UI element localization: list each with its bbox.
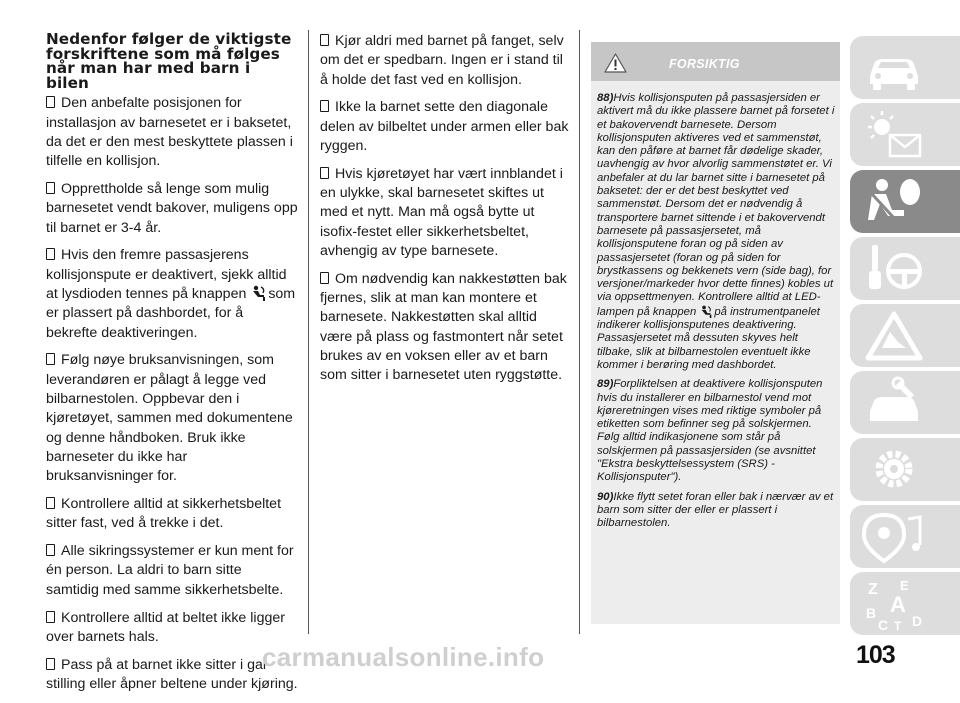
rule-paragraph: Kontrollere alltid at beltet ikke ligger over barnets hals. [46,609,285,645]
checkbox-bullet-icon [320,167,329,179]
svg-text:A: A [890,592,906,617]
checkbox-bullet-icon [46,611,55,623]
rule-paragraph: Følg nøye bruksanvisningen, som leverandøren er pålagt å legge ved bilbarnestolen. Oppbevar den i kjøretøyet, sammen med dokumentene og denne håndboken. Bruk ikke barneseter du ikke har bruksanvisninger for. [46,352,293,485]
car-icon [860,40,928,95]
caution-header [591,42,840,81]
caution-body [591,81,840,531]
checkbox-bullet-icon [320,100,329,112]
checkbox-bullet-icon [320,272,329,284]
warning-triangle-icon [604,53,627,73]
checkbox-bullet-icon [46,182,55,194]
tab-technical-data[interactable] [850,438,960,501]
caution-title: FORSIKTIG [669,57,740,71]
svg-text:T: T [894,619,902,633]
rule-paragraph: Ikke la barnet sette den diagonale delen av bilbeltet under armen eller bak ryggen. [320,99,569,154]
rule-paragraph: Kjør aldri med barnet på fanget, selv om det er spedbarn. Ingen er i stand til å holde det fast ved en kollisjon. [320,33,564,88]
passenger-airbag-off-icon [250,285,268,301]
page-number: 103 [856,641,895,669]
column-divider [579,30,580,634]
wrench-car-icon [860,375,928,430]
checkbox-bullet-icon [46,96,55,108]
left-column [46,32,298,703]
svg-text:E: E [900,578,909,593]
watermark: carmanualsonline.info [262,642,545,672]
gear-icon [860,442,928,497]
caution-note-88: 88)Hvis kollisjonsputen på passasjersiden er aktivert må du ikke plassere barnet på forsetet i et bakovervendt barnesete. Dersom kollisjonsputen aktiveres ved et sammenstøt, kan den påføre at barnet får dødelige skader, uavhengig av hvor alvorlig sammenstøtet er. Vi anbefaler at du lar barnet sitte i barnesetet på baksetet: der er det best beskyttet ved sammenstøt. Dersom det er nødvendig å transportere barnet sittende i et bakovervendt barnesete på passasjersetet, må kollisjonsputene foran og på siden av passasjersetet (foran og på siden for brystkassens og bekkenets vern (side bag), for versjoner/markeder hvor dette finnes) kobles ut via oppsettmenyen. Kontrollere alltid at LED-lampen på knappen på instrumentpanelet indikerer kollisjonsputenes deaktivering. Passasjersetet må dessuten skyves helt tilbake, slik at bilbarnestolen eventuelt ikke kommer i berøring med dashbordet. [597,92,835,371]
svg-text:B: B [866,605,877,621]
svg-text:D: D [912,613,923,629]
tab-emergency[interactable] [850,304,960,367]
rule-paragraph: Alle sikringssystemer er kun ment for én person. La aldri to barn sitte samtidig med samme sikkerhetsbelte. [46,543,294,598]
index-icon [860,576,928,631]
multimedia-icon [860,509,928,564]
caution-note-89: 89)Forpliktelsen at deaktivere kollisjonsputen hvis du installerer en bilbarnestol vend mot kjøreretningen vises med riktige symboler på etiketten som befinner seg på solskjermen. Følg alltid indikasjonene som står på solskjermen på passasjersiden (se avsnittet "Ekstra beskyttelsessystem (SRS) - Kollisjonsputer"). [597,378,823,484]
tab-multimedia[interactable] [850,505,960,568]
checkbox-bullet-icon [320,34,329,46]
caution-note-90: 90)Ikke flytt setet foran eller bak i nærvær av et barn som sitter der eller er plassert i bilbarnestolen. [597,490,834,530]
rule-paragraph: Hvis den fremre passasjerens kollisjonspute er deaktivert, sjekk alltid at lysdioden tennes på knappen som er plassert på dashbordet, for å bekrefte deaktiveringen. [46,247,296,341]
tab-safety[interactable] [850,170,960,233]
rule-paragraph: Pass på at barnet ikke sitter i gal stilling eller åpner beltene under kjøring. [46,656,298,692]
tab-index[interactable] [850,572,960,635]
tab-car[interactable] [850,36,960,99]
checkbox-bullet-icon [46,248,55,260]
chapter-tabs [850,36,960,631]
rule-paragraph: Om nødvendig kan nakkestøtten bak fjernes, slik at man kan montere et barnesete. Nakkestøtten skal alltid være på plass og fastmontert når setet brukes av en voksen eller av et barn som sitter i barnesetet uten ryggstøtte. [320,270,567,384]
tab-starting-driving[interactable] [850,237,960,300]
tab-maintenance[interactable] [850,371,960,434]
section-heading: Nedenfor følger de viktigste forskriftene som må følges når man har med barn i bilen [46,30,292,92]
checkbox-bullet-icon [46,544,55,556]
airbag-seat-icon [860,174,928,229]
passenger-airbag-off-icon [699,305,714,318]
middle-column [320,32,570,394]
svg-text:Z: Z [868,581,878,598]
checkbox-bullet-icon [46,497,55,509]
svg-text:C: C [878,617,889,633]
tab-dashboard-lights[interactable] [850,103,960,166]
dashboard-lights-icon [860,107,928,162]
rule-paragraph: Kontrollere alltid at sikkerhetsbeltet sitter fast, ved å trekke i det. [46,496,282,532]
rule-paragraph: Hvis kjøretøyet har vært innblandet i en ulykke, skal barnesetet skiftes ut med et nytt. Man må også bytte ut isofix-festet eller sikkerhetsbeltet, avhengig av type barnesete. [320,165,563,259]
key-steering-icon [860,241,928,296]
checkbox-bullet-icon [46,353,55,365]
column-divider [308,30,309,634]
rule-paragraph: Opprettholde så lenge som mulig barnesetet vendt bakover, muligens opp til barnet er 3-4 år. [46,181,298,236]
rule-paragraph: Den anbefalte posisjonen for installasjon av barnesetet er i baksetet, da det er den mest beskyttete plassen i tilfelle en kollisjon. [46,95,293,170]
warning-triangle-icon [860,308,928,363]
caution-box [591,42,840,624]
checkbox-bullet-icon [46,658,55,670]
